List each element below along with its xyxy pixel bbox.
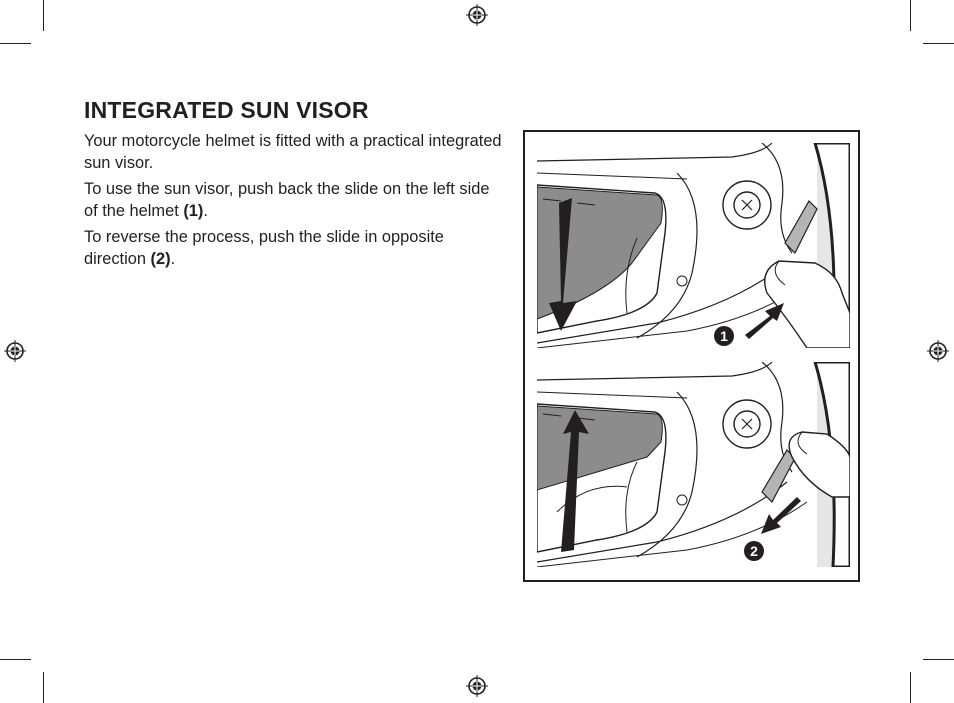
illustration-step-2: [537, 362, 850, 567]
step-reference: (1): [183, 202, 204, 220]
paragraph-end: .: [203, 202, 208, 220]
crop-mark-icon: [910, 672, 911, 703]
paragraph-text: Your motorcycle helmet is fitted with a practical integrated sun visor.: [84, 132, 502, 172]
registration-mark-icon: [927, 340, 949, 362]
crop-mark-icon: [0, 659, 31, 660]
illustration-step-1: [537, 143, 850, 348]
paragraph-end: .: [170, 250, 176, 268]
step-badge-label: 2: [750, 543, 758, 559]
paragraph-use: [84, 178, 504, 222]
registration-mark-icon: [4, 340, 26, 362]
paragraph-intro: [84, 130, 504, 174]
crop-mark-icon: [923, 659, 954, 660]
crop-mark-icon: [0, 43, 31, 44]
crop-mark-icon: [910, 0, 911, 31]
crop-mark-icon: [43, 672, 44, 703]
paragraph-reverse: [84, 226, 504, 270]
sun-visor-figure: [523, 130, 860, 582]
step-badge-label: 1: [720, 328, 728, 344]
step-reference: (2): [150, 250, 171, 268]
paragraph-text: To reverse the process, push the slide in opposite direction: [84, 228, 444, 268]
paragraph-text: To use the sun visor, push back the slide on the left side of the helmet: [84, 180, 490, 220]
section-title: INTEGRATED SUN VISOR: [84, 97, 369, 123]
crop-mark-icon: [923, 43, 954, 44]
crop-mark-icon: [43, 0, 44, 31]
registration-mark-icon: [466, 4, 488, 26]
registration-mark-icon: [466, 675, 488, 697]
